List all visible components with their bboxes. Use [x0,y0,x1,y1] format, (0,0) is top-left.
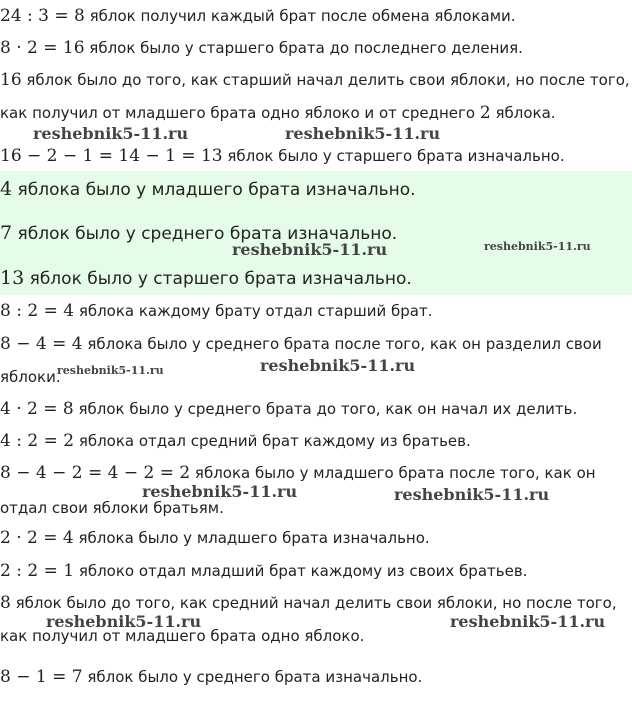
solution-line [0,146,565,166]
line-text: яблок было у среднего брата изначально. [82,668,423,686]
line-text: отдал свои яблоки братьям. [0,499,224,517]
watermark: reshebnik5-11.ru [260,356,416,375]
watermark: reshebnik5-11.ru [57,364,164,377]
solution-line [0,498,224,518]
math-expression: 24 : 3 = 8 [0,6,85,26]
math-expression: 8 [0,593,11,613]
watermark: reshebnik5-11.ru [394,485,550,504]
line-text: яблока было у младшего брата изначально. [73,529,430,547]
solution-line [0,367,61,387]
line-text: яблока было у младшего брата изначально. [12,180,416,200]
math-expression: 16 [0,70,22,90]
watermark: reshebnik5-11.ru [450,612,606,631]
solution-line [0,463,596,483]
solution-line [0,70,630,90]
line-text: яблока было у младшего брата после того, как он [190,464,596,482]
line-text: яблоки. [0,368,61,386]
line-text: яблока. [490,104,556,122]
solution-line [0,6,516,26]
line-text: яблока каждому брату отдал старший брат. [74,302,433,320]
solution-line [0,593,617,613]
solution-line [0,399,577,419]
solution-line [0,528,430,548]
math-expression: 4 · 2 = 8 [0,399,74,419]
math-expression: 8 : 2 = 4 [0,301,75,321]
math-expression: 7 [0,222,13,244]
solution-line [0,667,422,687]
solution-line [0,561,527,581]
math-expression: 2 [479,103,491,123]
watermark: reshebnik5-11.ru [142,482,298,501]
line-text: как получил от младшего брата одно яблоко. [0,627,365,645]
line-text: яблока отдал средний брат каждому из братьев. [74,432,471,450]
solution-line [0,301,433,321]
math-expression: 16 − 2 − 1 = 14 − 1 = 13 [0,146,223,166]
answer-line [0,178,416,201]
line-text: яблок было у старшего брата до последнего деления. [84,39,523,57]
math-expression: 2 · 2 = 4 [0,528,74,548]
math-expression: 2 : 2 = 1 [0,561,75,581]
line-text: яблок было у среднего брата до того, как он начал их делить. [73,400,578,418]
line-text: яблок получил каждый брат после обмена яблоками. [84,7,516,25]
line-text: яблок было у старшего брата изначально. [24,269,412,289]
solution-line [0,103,556,123]
math-expression: 8 − 1 = 7 [0,667,83,687]
line-text: яблок было до того, как средний начал делить свои яблоки, но после того, [10,594,617,612]
solution-line [0,334,602,354]
solution-line [0,38,523,58]
line-text: яблок было у среднего брата изначально. [12,224,398,244]
line-text: яблок было до того, как старший начал делить свои яблоки, но после того, [21,71,630,89]
math-expression: 4 : 2 = 2 [0,431,75,451]
watermark: reshebnik5-11.ru [232,240,388,259]
line-text: как получил от младшего брата одно яблоко и от среднего [0,104,480,122]
line-text: яблока было у среднего брата после того, как он разделил свои [82,335,602,353]
watermark: reshebnik5-11.ru [46,612,202,631]
solution-line [0,431,471,451]
math-expression: 8 − 4 − 2 = 4 − 2 = 2 [0,463,191,483]
watermark: reshebnik5-11.ru [33,124,189,143]
math-expression: 8 · 2 = 16 [0,38,85,58]
math-expression: 8 − 4 = 4 [0,334,83,354]
watermark: reshebnik5-11.ru [285,124,441,143]
math-expression: 4 [0,178,13,200]
watermark: reshebnik5-11.ru [484,240,591,253]
line-text: яблоко отдал младший брат каждому из своих братьев. [74,562,528,580]
line-text: яблок было у старшего брата изначально. [222,147,565,165]
answer-line [0,267,412,290]
math-expression: 13 [0,267,25,289]
